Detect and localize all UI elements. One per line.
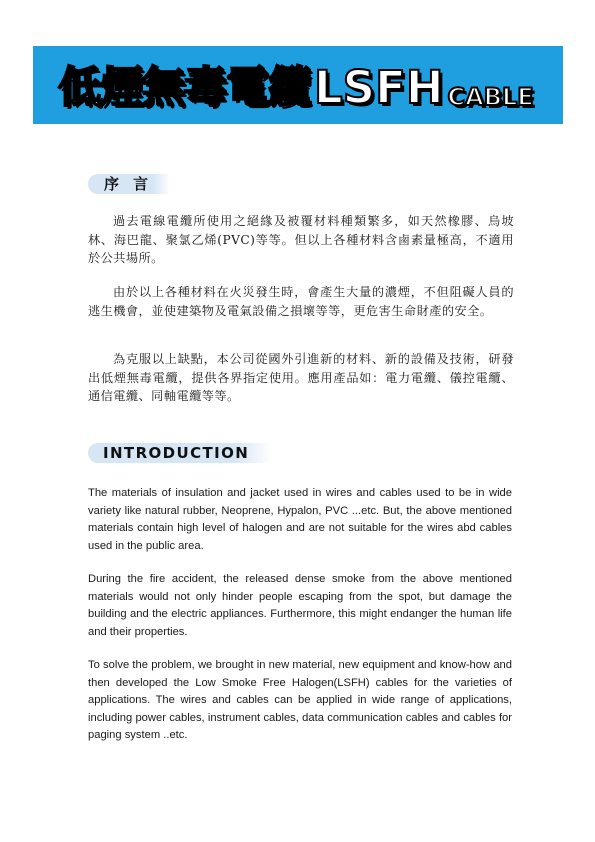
page-title (58, 58, 534, 114)
preface-paragraph-3: 為克服以上缺點，本公司從國外引進新的材料、新的設備及技術，研發出低煙無毒電纜，提供各界指定使用。應用產品如：電力電纜、儀控電纜、通信電纜、同軸電纜等等。 (88, 352, 514, 404)
title-chinese: 低煙無毒電纜 (58, 63, 310, 113)
introduction-heading: INTRODUCTION (88, 443, 272, 463)
preface-paragraph-2: 由於以上各種材料在火災發生時，會產生大量的濃煙，不但阻礙人員的逃生機會，並使建築物及電氣設備之損壞等等，更危害生命財產的安全。 (88, 285, 514, 318)
intro-paragraph-3: To solve the problem, we brought in new material, new equipment and know-how and then developed the Low Smoke Free Halogen(LSFH) cables for the varieties of applications. The wires and cables can be applied in wide range of applications, including power cables, instrument cables, data communication cables and cables for paging system ..etc. (88, 659, 512, 742)
preface-heading: 序言 (88, 174, 170, 194)
preface-paragraph-1: 過去電線電纜所使用之絕緣及被覆材料種類繁多，如天然橡膠、烏坡林、海巴龍、聚氯乙烯(PVC)等等。但以上各種材料含鹵素量極高，不適用於公共場所。 (88, 214, 514, 266)
intro-paragraph-1: The materials of insulation and jacket used in wires and cables used to be in wide variety like natural rubber, Neoprene, Hypalon, PVC ...etc. But, the above mentioned materials contain high level of halogen and are not suitable for the wires abd cables used in the public area. (88, 487, 512, 552)
title-cable: CABLE (447, 83, 534, 111)
intro-paragraph-2: During the fire accident, the released dense smoke from the above mentioned materials would not only hinder people escaping from the spot, but damage the building and the electric appliances. Furthermore, this might endanger the human life and their properties. (88, 573, 512, 638)
title-lsfh: LSFH (314, 61, 444, 114)
